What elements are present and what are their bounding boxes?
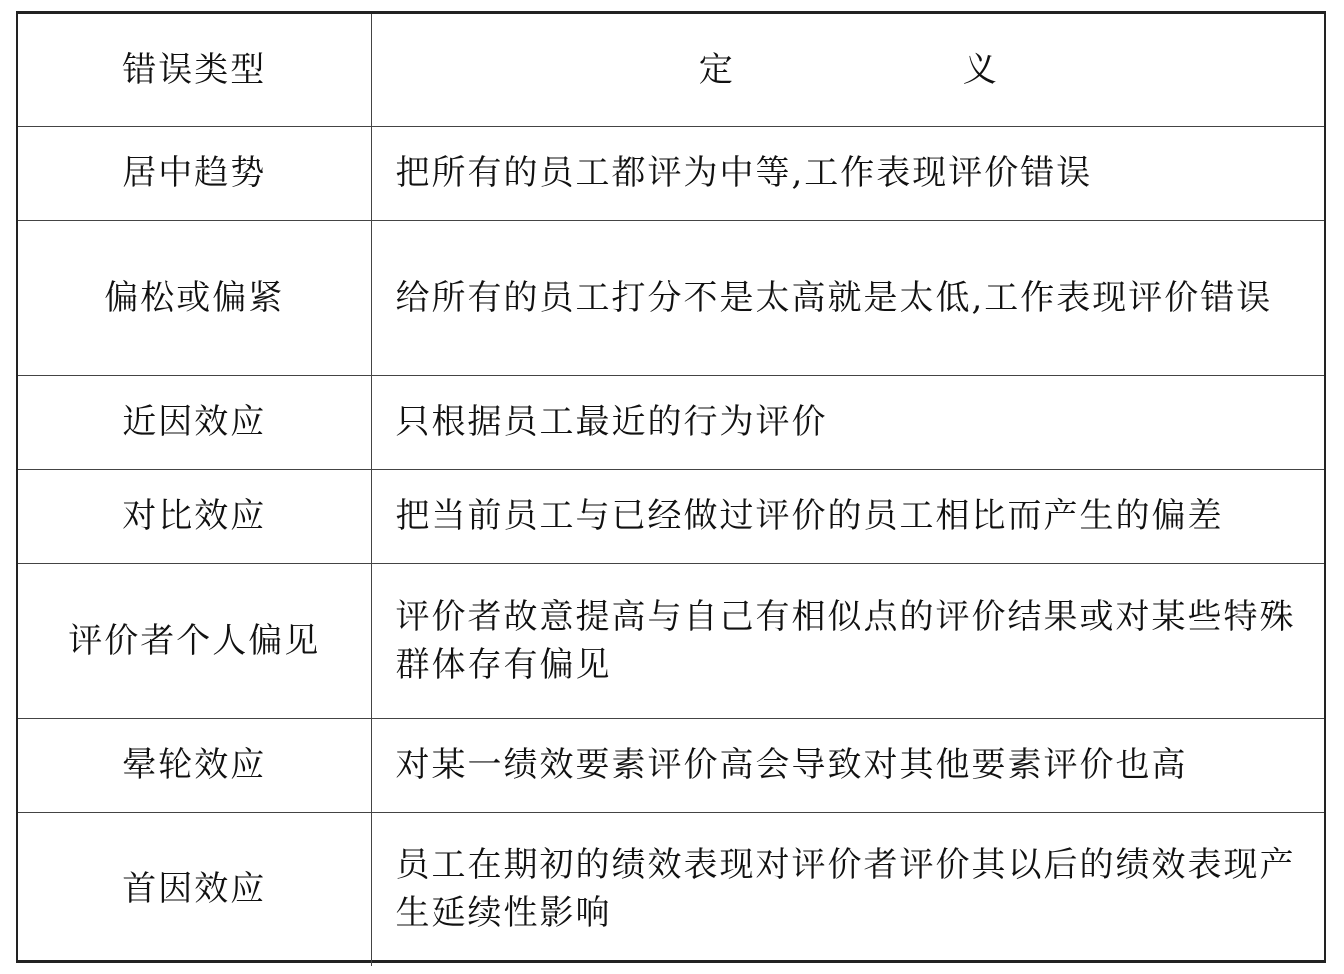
definition-cell: 只根据员工最近的行为评价 [371, 375, 1324, 469]
definition-cell: 给所有的员工打分不是太高就是太低,工作表现评价错误 [371, 220, 1324, 375]
definition-cell: 把当前员工与已经做过评价的员工相比而产生的偏差 [371, 469, 1324, 563]
table-row [18, 563, 1324, 718]
table-header-row [18, 14, 1324, 126]
error-type-cell: 偏松或偏紧 [18, 220, 371, 375]
definition-cell: 员工在期初的绩效表现对评价者评价其以后的绩效表现产生延续性影响 [371, 812, 1324, 966]
error-type-cell: 近因效应 [18, 375, 371, 469]
error-type-cell: 首因效应 [18, 812, 371, 966]
error-type-cell: 评价者个人偏见 [18, 563, 371, 718]
definition-cell: 把所有的员工都评为中等,工作表现评价错误 [371, 126, 1324, 220]
table-row [18, 220, 1324, 375]
header-definition [371, 14, 1324, 126]
table-row [18, 375, 1324, 469]
definition-cell: 评价者故意提高与自己有相似点的评价结果或对某些特殊群体存有偏见 [371, 563, 1324, 718]
error-types-table [18, 14, 1324, 966]
table-row [18, 718, 1324, 812]
error-types-table-frame [16, 11, 1326, 963]
error-type-cell: 对比效应 [18, 469, 371, 563]
table-row [18, 469, 1324, 563]
table-row [18, 126, 1324, 220]
definition-cell: 对某一绩效要素评价高会导致对其他要素评价也高 [371, 718, 1324, 812]
header-definition-char-1: 定 [698, 49, 733, 90]
header-definition-char-2: 义 [962, 49, 997, 90]
table-row [18, 812, 1324, 966]
error-type-cell: 居中趋势 [18, 126, 371, 220]
error-type-cell: 晕轮效应 [18, 718, 371, 812]
header-error-type: 错误类型 [18, 14, 371, 126]
